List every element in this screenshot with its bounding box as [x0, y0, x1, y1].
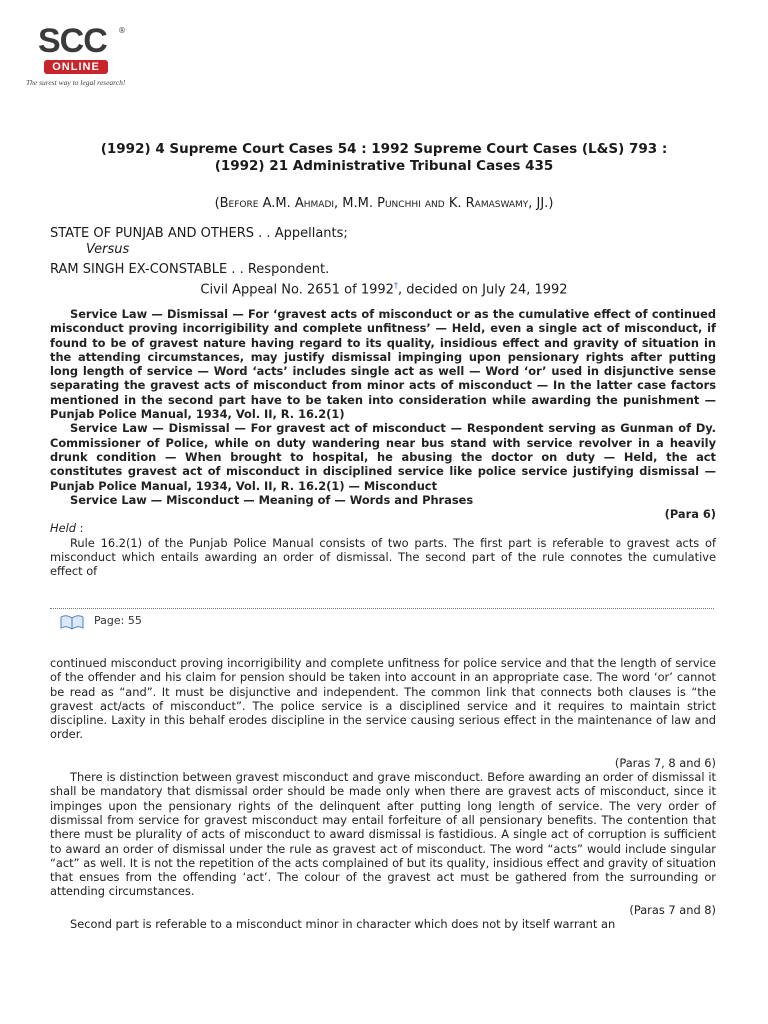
held-word: Held: [50, 521, 76, 536]
logo-brand: SCC: [38, 22, 107, 60]
book-icon: [60, 614, 84, 630]
bench-open: (: [214, 196, 220, 211]
paragraph: Rule 16.2(1) of the Punjab Police Manual consists of two parts. The first part is referable to gravest acts of misconduct which entails awarding an order of dismissal. The second part of the rule connotes the cumulative effect of: [50, 535, 716, 579]
bench-line: [40, 196, 728, 211]
citation-line-2: (1992) 21 Administrative Tribunal Cases 435: [214, 158, 554, 174]
appeal-date: , decided on July 24, 1992: [397, 282, 568, 298]
appeal-line: [40, 281, 728, 297]
appeal-number: Civil Appeal No. 2651 of 1992: [200, 282, 394, 298]
headnote: Service Law — Dismissal — For gravest act of misconduct — Respondent serving as Gunman of Dy. Commissioner of Police, while on duty wandering near bus stand with service revolver in a heavily drunk condition — When brought to hospital, he abusing the doctor on duty — Held, the act constitutes gravest act of misconduct in disciplined service like police service justifying dismissal — Punjab Police Manual, 1934, Vol. II, R. 16.2(1) — Misconduct: [50, 421, 716, 493]
para-reference: (Para 6): [664, 507, 716, 522]
appellants: STATE OF PUNJAB AND OTHERS . . Appellants;: [50, 226, 348, 241]
held-label: [50, 521, 716, 535]
logo-tagline: The surest way to legal research!: [26, 78, 126, 87]
footnote-link[interactable]: †: [393, 281, 398, 290]
para-reference: (Paras 7 and 8): [629, 902, 716, 917]
body-text: [50, 656, 716, 931]
paragraph: Second part is referable to a misconduct minor in character which does not by itself warrant an: [70, 917, 616, 932]
held-separator: :: [75, 521, 84, 536]
headnote: Service Law — Misconduct — Meaning of — Words and Phrases: [70, 492, 474, 507]
logo-online-badge: ONLINE: [44, 60, 108, 74]
bench-before: Before: [219, 196, 259, 211]
paragraph: There is distinction between gravest misconduct and grave misconduct. Before awarding an order of dismissal it shall be mandatory that dismissal order should be made only when there are gravest acts of misconduct, since it impinges upon the pensionary rights of the delinquent after putting long length of service. The very order of dismissal from service for gravest misconduct may entail forfeiture of all pensionary benefits. The contention that there must be plurality of acts of misconduct to award dismissal is fastidious. A single act of corruption is sufficient to award an order of dismissal under the rule as gravest act of misconduct. The word “acts” would include singular “act” as well. It is not the repetition of the acts complained of but its quality, insidious effect and gravity of situation that ensues from the offending ‘act’. The colour of the gravest act must be gathered from the surrounding or attending circumstances.: [50, 770, 716, 899]
logo-registered-mark: ®: [118, 26, 126, 35]
paragraph: continued misconduct proving incorrigibility and complete unfitness for police service and that the length of service of the offender and his claim for pension should be taken into account in an appropriate case. The word ‘or’ cannot be read as “and”. It must be disjunctive and independent. The common link that connects both clauses is “the gravest act/acts of misconduct”. The police service is a disciplined service and it requires to maintain strict discipline. Laxity in this behalf erodes discipline in the service causing serious effect in the maintenance of law and order.: [50, 656, 716, 742]
page-number: Page: 55: [94, 614, 142, 627]
case-citation: [40, 141, 728, 175]
headnote: Service Law — Dismissal — For ‘gravest acts of misconduct or as the cumulative effect of continued misconduct proving incorrigibility and complete unfitness’ — Held, even a single act of misconduct, if found to be of gravest nature having regard to its quality, insidious effect and gravity of situation in the attending circumstances, may justify dismissal impinging upon pensionary rights after putting long length of service — Word ‘acts’ includes single act as well — Word ‘or’ used in disjunctive sense separating the gravest acts of misconduct from minor acts of misconduct — In the latter case factors mentioned in the second part have to be taken into consideration while awarding the punishment — Punjab Police Manual, 1934, Vol. II, R. 16.2(1): [50, 307, 716, 422]
para-reference: (Paras 7, 8 and 6): [614, 755, 716, 770]
citation-line-1: (1992) 4 Supreme Court Cases 54 : 1992 Supreme Court Cases (L&S) 793 :: [100, 141, 668, 157]
scc-online-logo: [22, 24, 142, 94]
headnotes-block: [50, 307, 716, 579]
respondent: RAM SINGH EX-CONSTABLE . . Respondent.: [50, 262, 330, 277]
bench-judges: A.M. Ahmadi, M.M. Punchhi and K. Ramaswamy, JJ.): [258, 196, 554, 211]
versus: Versus: [86, 242, 130, 257]
page-break-divider: [50, 608, 714, 609]
